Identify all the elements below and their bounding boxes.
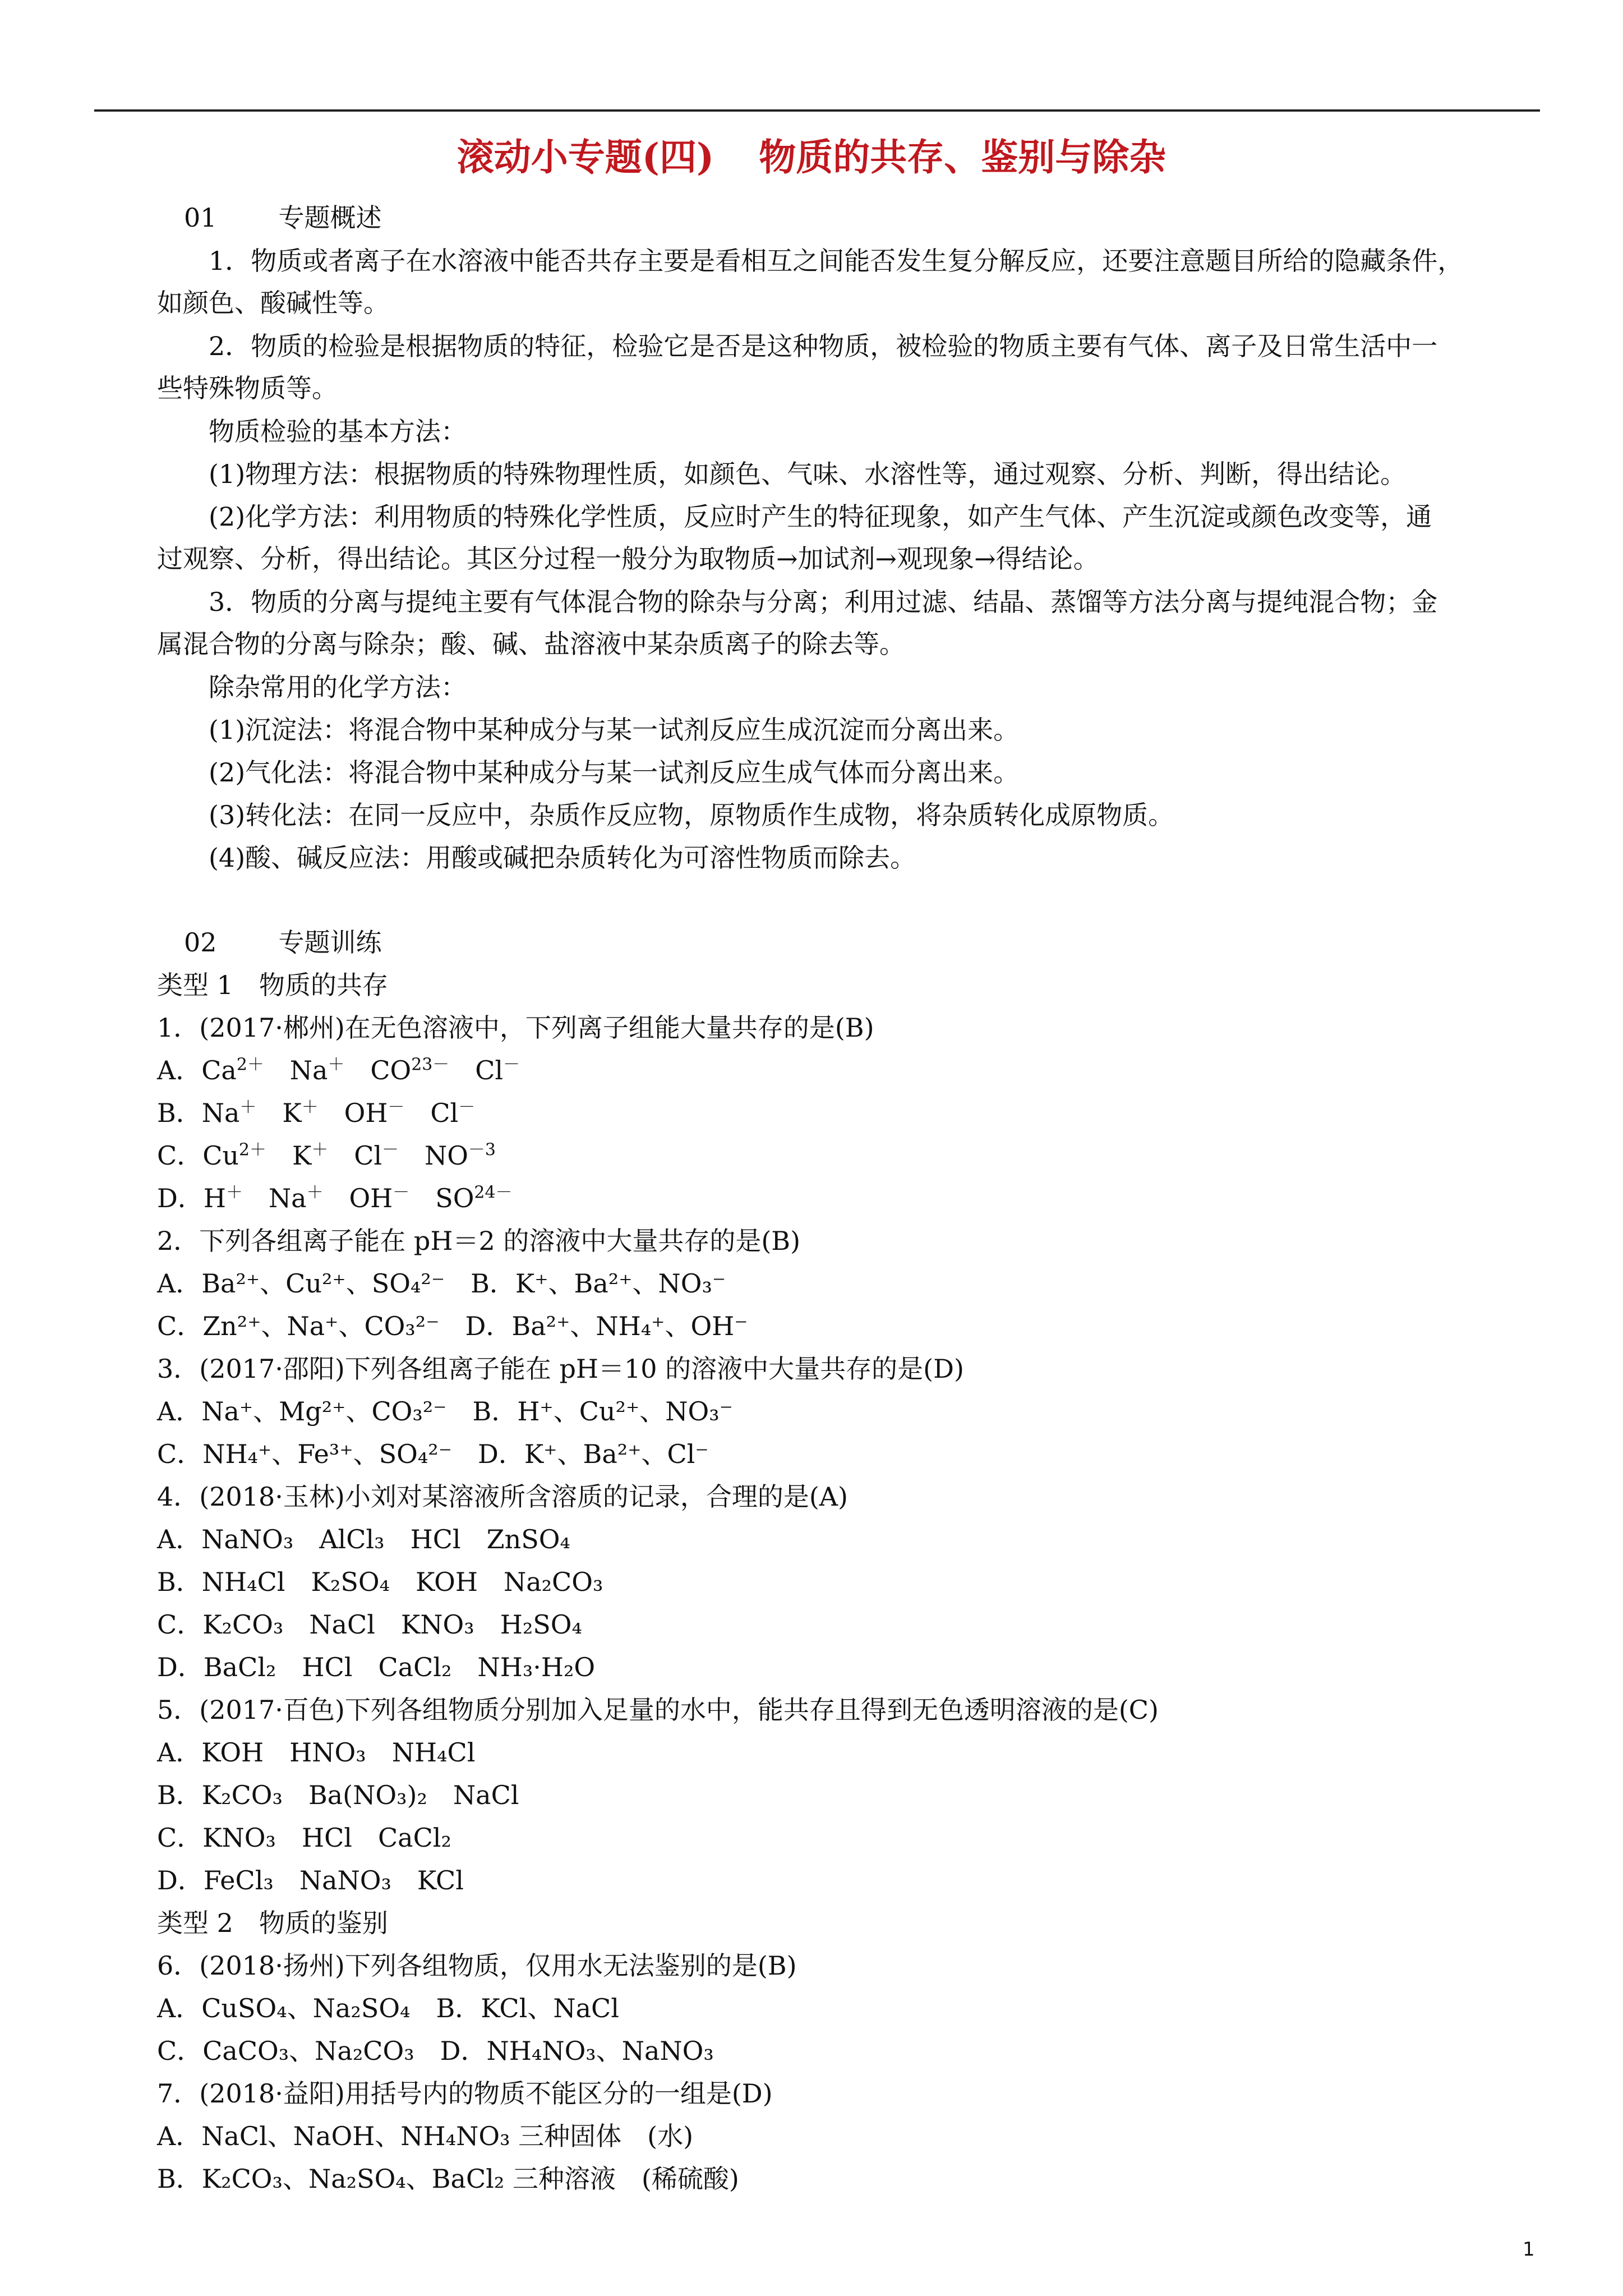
option-line: C．Zn²⁺、Na⁺、CO₃²⁻ D．Ba²⁺、NH₄⁺、OH⁻ xyxy=(157,1311,748,1341)
page-number: 1 xyxy=(1523,2238,1535,2261)
overview-paragraph: 物质检验的基本方法： xyxy=(209,416,467,447)
title-part-1: 滚动小专题(四) xyxy=(457,135,714,179)
option-line: C．CaCO₃、Na₂CO₃ D．NH₄NO₃、NaNO₃ xyxy=(157,2036,714,2066)
option-line: C．$Cu^{2+}$ K＋ Cl－ $NO^{-3}$ xyxy=(157,1140,496,1171)
section-number: 02 xyxy=(184,927,217,958)
option-line: B．Na＋ K＋ OH－ Cl－ xyxy=(157,1097,476,1128)
page-title xyxy=(0,132,1623,182)
option-line: A．$Ca^{2+}$ Na＋ $CO^{23-}$ Cl－ xyxy=(157,1055,520,1085)
option-line: A．KOH HNO₃ NH₄Cl xyxy=(157,1737,476,1768)
question-stem: 5．(2017·百色)下列各组物质分别加入足量的水中，能共存且得到无色透明溶液的是(C) xyxy=(157,1695,1159,1725)
option-line: C．KNO₃ HCl CaCl₂ xyxy=(157,1823,451,1853)
option-line: A．NaNO₃ AlCl₃ HCl ZnSO₄ xyxy=(157,1524,570,1554)
section-label: 专题概述 xyxy=(278,203,382,233)
option-line: B．NH₄Cl K₂SO₄ KOH Na₂CO₃ xyxy=(157,1567,603,1597)
title-part-2: 物质的共存、鉴别与除杂 xyxy=(759,135,1166,179)
option-line: C．K₂CO₃ NaCl KNO₃ H₂SO₄ xyxy=(157,1609,582,1640)
question-stem: 3．(2017·邵阳)下列各组离子能在 pH＝10 的溶液中大量共存的是(D) xyxy=(157,1354,964,1384)
overview-paragraph: 除杂常用的化学方法： xyxy=(209,672,467,702)
option-line: B．K₂CO₃、Na₂SO₄、BaCl₂ 三种溶液 (稀硫酸) xyxy=(157,2164,739,2194)
overview-paragraph: (1)沉淀法：将混合物中某种成分与某一试剂反应生成沉淀而分离出来。 xyxy=(209,715,1020,745)
overview-paragraph: 3．物质的分离与提纯主要有气体混合物的除杂与分离；利用过滤、结晶、蒸馏等方法分离与提纯混合物；金 属混合物的分离与除杂；酸、碱、盐溶液中某杂质离子的除去等。 xyxy=(157,587,1438,659)
question-stem: 2．下列各组离子能在 pH＝2 的溶液中大量共存的是(B) xyxy=(157,1226,801,1256)
question-stem: 4．(2018·玉林)小刘对某溶液所含溶质的记录，合理的是(A) xyxy=(157,1481,848,1512)
header-rule xyxy=(94,109,1540,112)
type-heading: 类型 1 物质的共存 xyxy=(157,970,388,1000)
type-heading: 类型 2 物质的鉴别 xyxy=(157,1908,388,1938)
section-number: 01 xyxy=(184,203,217,233)
overview-paragraph: 2．物质的检验是根据物质的特征，检验它是否是这种物质，被检验的物质主要有气体、离子及日常生活中一 些特殊物质等。 xyxy=(157,331,1438,403)
question-stem: 7．(2018·益阳)用括号内的物质不能区分的一组是(D) xyxy=(157,2078,773,2109)
overview-paragraph: (1)物理方法：根据物质的特殊物理性质，如颜色、气味、水溶性等，通过观察、分析、判断，得出结论。 xyxy=(209,459,1407,489)
question-stem: 6．(2018·扬州)下列各组物质，仅用水无法鉴别的是(B) xyxy=(157,1950,797,1981)
section-training-heading xyxy=(184,926,382,959)
section-overview-heading xyxy=(184,201,382,234)
overview-paragraph: (2)气化法：将混合物中某种成分与某一试剂反应生成气体而分离出来。 xyxy=(209,757,1020,788)
question-stem: 1．(2017·郴州)在无色溶液中，下列离子组能大量共存的是(B) xyxy=(157,1013,874,1043)
option-line: D．H＋ Na＋ OH－ $SO^{24-}$ xyxy=(157,1182,513,1213)
overview-paragraph: (4)酸、碱反应法：用酸或碱把杂质转化为可溶性物质而除去。 xyxy=(209,843,916,873)
option-line: A．Ba²⁺、Cu²⁺、SO₄²⁻ B．K⁺、Ba²⁺、NO₃⁻ xyxy=(157,1268,726,1299)
option-line: D．BaCl₂ HCl CaCl₂ NH₃·H₂O xyxy=(157,1652,596,1682)
option-line: A．CuSO₄、Na₂SO₄ B．KCl、NaCl xyxy=(157,1993,619,2023)
section-label: 专题训练 xyxy=(278,927,382,958)
option-line: A．NaCl、NaOH、NH₄NO₃ 三种固体 (水) xyxy=(157,2121,694,2151)
overview-paragraph: 1．物质或者离子在水溶液中能否共存主要是看相互之间能否发生复分解反应，还要注意题目所给的隐藏条件， 如颜色、酸碱性等。 xyxy=(157,246,1464,318)
overview-paragraph: (3)转化法：在同一反应中，杂质作反应物，原物质作生成物，将杂质转化成原物质。 xyxy=(209,800,1174,830)
option-line: A．Na⁺、Mg²⁺、CO₃²⁻ B．H⁺、Cu²⁺、NO₃⁻ xyxy=(157,1396,733,1427)
option-line: C．NH₄⁺、Fe³⁺、SO₄²⁻ D．K⁺、Ba²⁺、Cl⁻ xyxy=(157,1439,709,1469)
overview-paragraph: (2)化学方法：利用物质的特殊化学性质，反应时产生的特征现象，如产生气体、产生沉淀或颜色改变等，通 过观察、分析，得出结论。其区分过程一般分为取物质→加试剂→观现象→得结论。 xyxy=(157,501,1432,574)
option-line: D．FeCl₃ NaNO₃ KCl xyxy=(157,1865,464,1895)
option-line: B．K₂CO₃ Ba(NO₃)₂ NaCl xyxy=(157,1780,519,1810)
